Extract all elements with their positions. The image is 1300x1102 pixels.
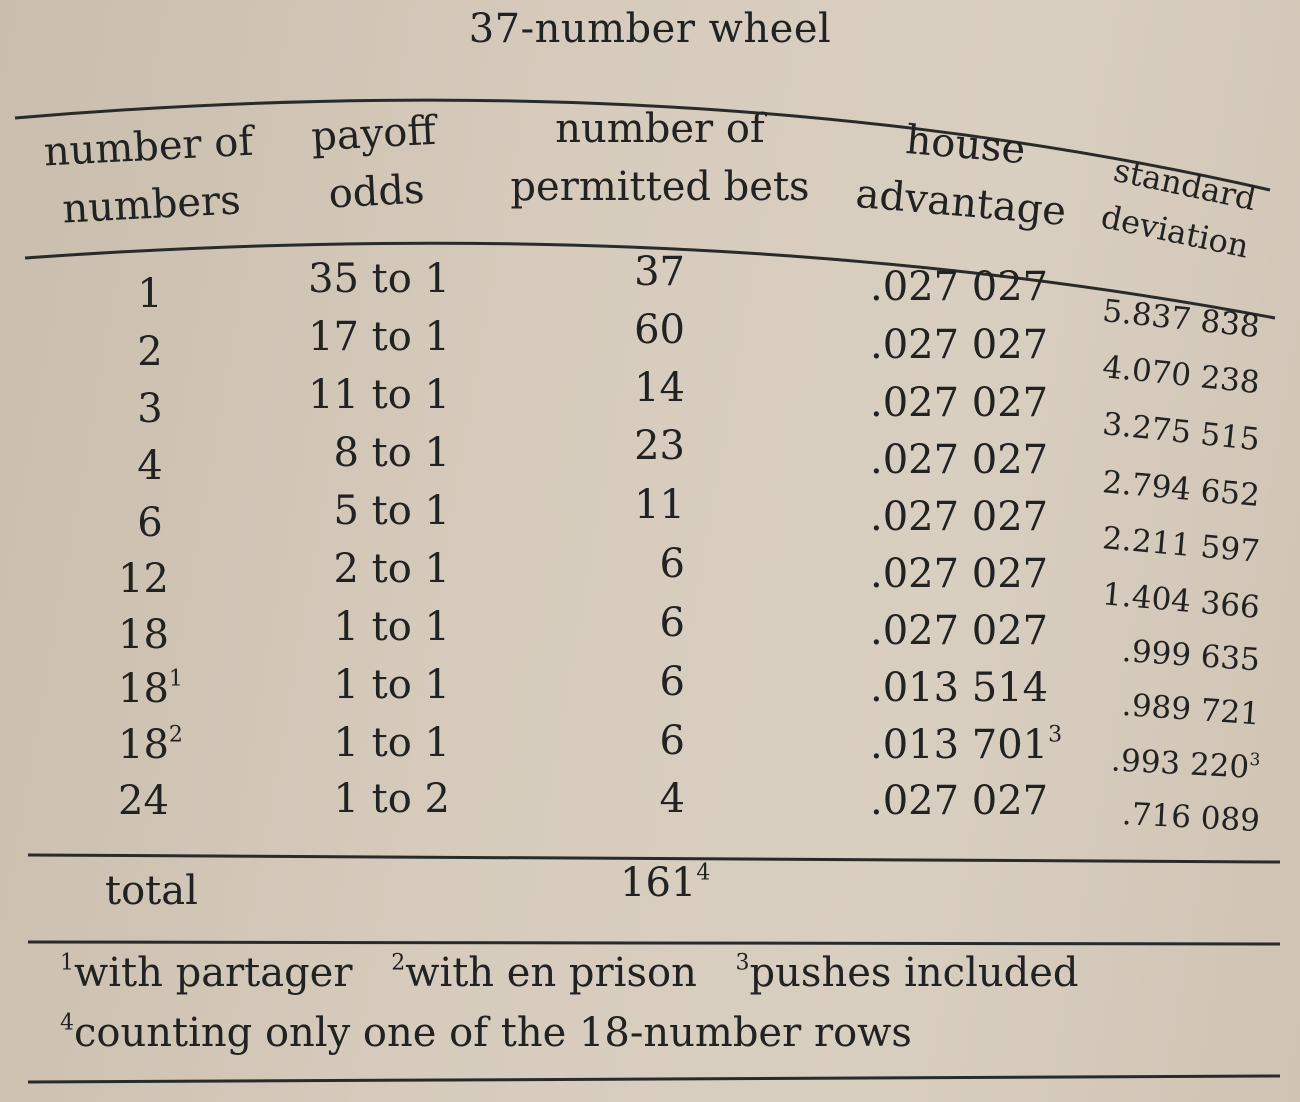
advantage-cell: .027 027 <box>870 494 1049 540</box>
sd-cell: .716 089 <box>1121 795 1261 840</box>
header-number-of-numbers: number of numbers <box>42 118 255 233</box>
numbers-cell: 4 <box>137 443 163 489</box>
odds-cell: 5 to 1 <box>333 488 450 534</box>
bets-cell: 11 <box>634 482 685 528</box>
bets-cell: 14 <box>634 365 685 411</box>
advantage-cell: .027 027 <box>870 437 1049 483</box>
sd-cell: 4.070 238 <box>1100 348 1262 402</box>
footnote-marker: 3 <box>1248 749 1261 771</box>
odds-cell: 35 to 1 <box>308 256 450 302</box>
advantage-cell: .027 027 <box>870 322 1049 368</box>
numbers-cell: 24 <box>118 778 169 824</box>
odds-cell: 8 to 1 <box>333 430 450 476</box>
header-payoff-odds: payoff odds <box>310 107 437 218</box>
odds-cell: 2 to 1 <box>333 546 450 592</box>
numbers-cell: 1 <box>137 271 163 317</box>
numbers-cell: 18 <box>118 612 169 658</box>
header-permitted-bets: number of permitted bets <box>510 106 810 210</box>
bets-cell: 60 <box>634 307 685 353</box>
footnote-line-1 <box>60 950 1105 996</box>
numbers-cell: 6 <box>137 500 163 546</box>
footnote-marker: 1 <box>168 666 183 692</box>
footnote: $^4$counting only one of the 18-number rows <box>60 1010 912 1056</box>
sd-cell: .993 220 <box>1110 742 1251 786</box>
numbers-cell: 3 <box>137 386 163 432</box>
footnote-marker: 2 <box>168 722 183 748</box>
bets-cell: 6 <box>659 600 685 646</box>
advantage-cell: .027 027 <box>870 264 1049 310</box>
table-title: 37-number wheel <box>468 6 832 52</box>
sd-cell: 5.837 838 <box>1100 292 1262 346</box>
bets-cell: 23 <box>634 423 685 469</box>
sd-cell: 1.404 366 <box>1100 576 1262 626</box>
odds-cell: 1 to 1 <box>333 720 450 766</box>
footnote-marker: 3 <box>1048 722 1063 748</box>
footnote: $^3$pushes included <box>735 950 1079 996</box>
numbers-cell: 18 <box>118 666 169 712</box>
sd-cell: .989 721 <box>1120 686 1262 733</box>
advantage-cell: .027 027 <box>870 778 1049 824</box>
header-house-advantage: house advantage <box>853 116 1068 236</box>
header-standard-deviation: standard deviation <box>1097 150 1260 266</box>
advantage-cell: .013 514 <box>870 665 1049 711</box>
footnote-marker: 4 <box>696 860 711 886</box>
numbers-cell: 18 <box>118 722 169 768</box>
bets-cell: 4 <box>659 776 685 822</box>
bets-cell: 6 <box>659 541 685 587</box>
numbers-cell: 12 <box>118 556 169 602</box>
footnote: $^1$with partager <box>60 950 353 996</box>
bets-cell: 6 <box>659 659 685 705</box>
odds-cell: 1 to 1 <box>333 662 450 708</box>
advantage-cell: .013 701 <box>870 722 1049 768</box>
odds-cell: 11 to 1 <box>308 372 450 418</box>
sd-cell: 2.211 597 <box>1100 520 1262 570</box>
bets-cell: 6 <box>659 718 685 764</box>
numbers-cell: 2 <box>137 329 163 375</box>
bottom-rule <box>28 1076 1280 1082</box>
total-bets: 161 <box>620 860 697 906</box>
sd-cell: 3.275 515 <box>1100 405 1262 459</box>
bets-cell: 37 <box>634 249 685 295</box>
footnote: $^2$with en prison <box>391 950 697 996</box>
footnote-line-2 <box>60 1010 938 1056</box>
odds-cell: 1 to 2 <box>333 776 450 822</box>
sd-cell: .999 635 <box>1120 632 1262 679</box>
advantage-cell: .027 027 <box>870 608 1049 654</box>
sd-cell: 2.794 652 <box>1100 464 1262 514</box>
advantage-cell: .027 027 <box>870 551 1049 597</box>
total-label: total <box>105 868 198 914</box>
footnote-rule <box>28 942 1280 944</box>
odds-cell: 1 to 1 <box>333 604 450 650</box>
odds-cell: 17 to 1 <box>308 314 450 360</box>
advantage-cell: .027 027 <box>870 380 1049 426</box>
